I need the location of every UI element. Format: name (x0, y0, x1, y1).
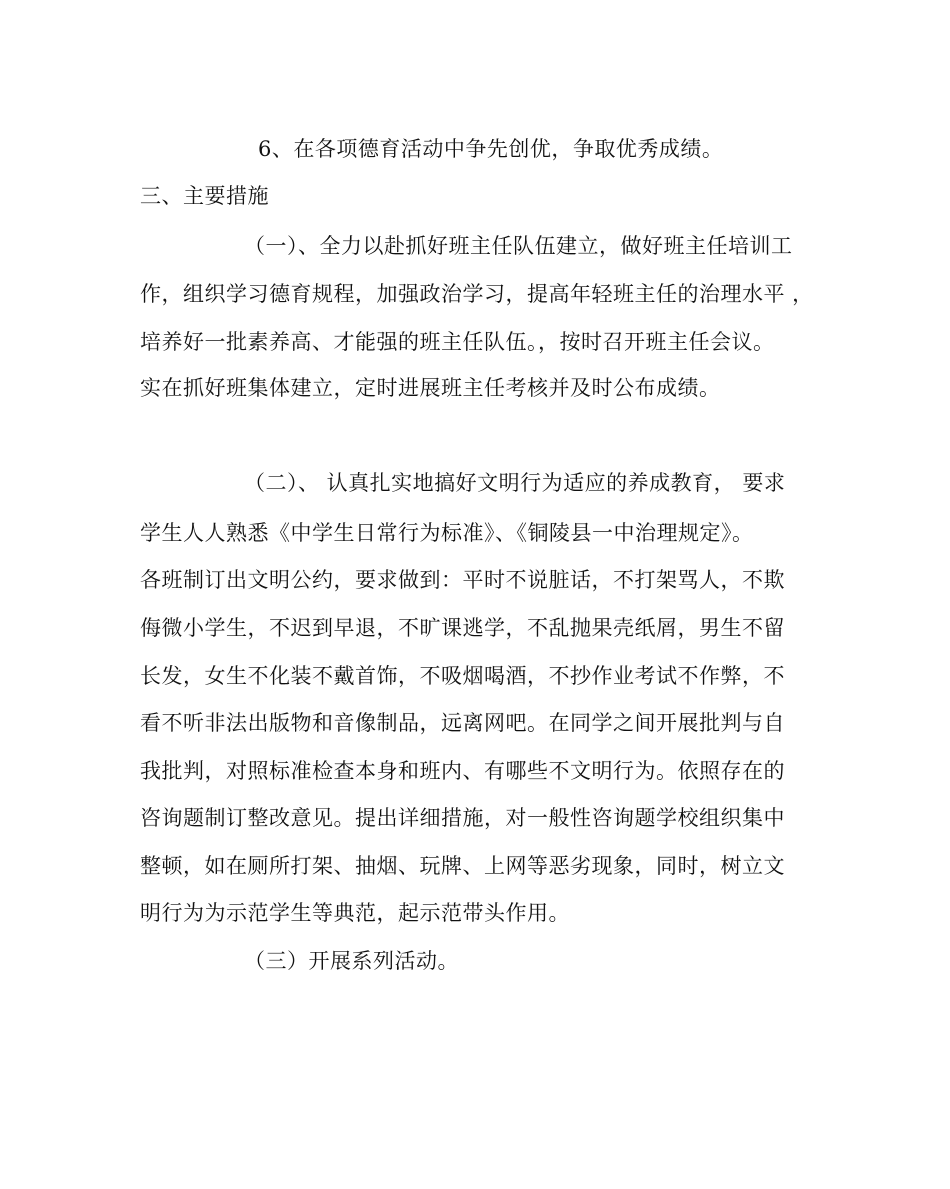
measure-2-line-2: 学生人人熟悉《中学生日常行为标准》、《铜陵县一中治理规定》。 (140, 521, 754, 545)
item-6-line: 6、在各项德育活动中争先创优，争取优秀成绩。 (258, 137, 724, 161)
measure-2-line-3: 各班制订出文明公约，要求做到：平时不说脏话，不打架骂人，不欺 (140, 568, 785, 592)
measure-1-line-2: 作，组织学习德育规程，加强政治学习，提高年轻班主任的治理水平 ， (140, 282, 814, 306)
measure-1-line-3: 培养好一批素养高、才能强的班主任队伍。，按时召开班主任会议。 (140, 330, 775, 354)
measure-2-line-4: 侮微小学生，不迟到早退，不旷课逃学，不乱抛果壳纸屑，男生不留 (140, 616, 785, 640)
measure-1-line-4: 实在抓好班集体建立，定时进展班主任考核并及时公布成绩。 (140, 376, 721, 400)
measure-2-line-9: 整顿，如在厕所打架、抽烟、玩牌、上网等恶劣现象，同时，树立文 (140, 854, 785, 878)
measure-2-line-8: 咨询题制订整改意见。提出详细措施，对一般性咨询题学校组织集中 (140, 806, 785, 830)
measure-1-line-1: （一）、全力以赴抓好班主任队伍建立，做好班主任培训工 (244, 234, 793, 258)
measure-3-heading: （三）开展系列活动。 (244, 949, 459, 973)
measure-2-line-5: 长发，女生不化装不戴首饰，不吸烟喝酒，不抄作业考试不作弊，不 (140, 664, 785, 688)
measure-2-line-7: 我批判，对照标准检查本身和班内、有哪些不文明行为。依照存在的 (140, 759, 785, 783)
section-3-heading: 三、主要措施 (140, 184, 269, 208)
measure-2-line-1: （二）、 认真扎实地搞好文明行为适应的养成教育， 要求 (244, 471, 786, 495)
measure-2-line-6: 看不听非法出版物和音像制品，远离网吧。在同学之间开展批判与自 (140, 711, 785, 735)
measure-2-line-10: 明行为为示范学生等典范，起示范带头作用。 (140, 901, 570, 925)
